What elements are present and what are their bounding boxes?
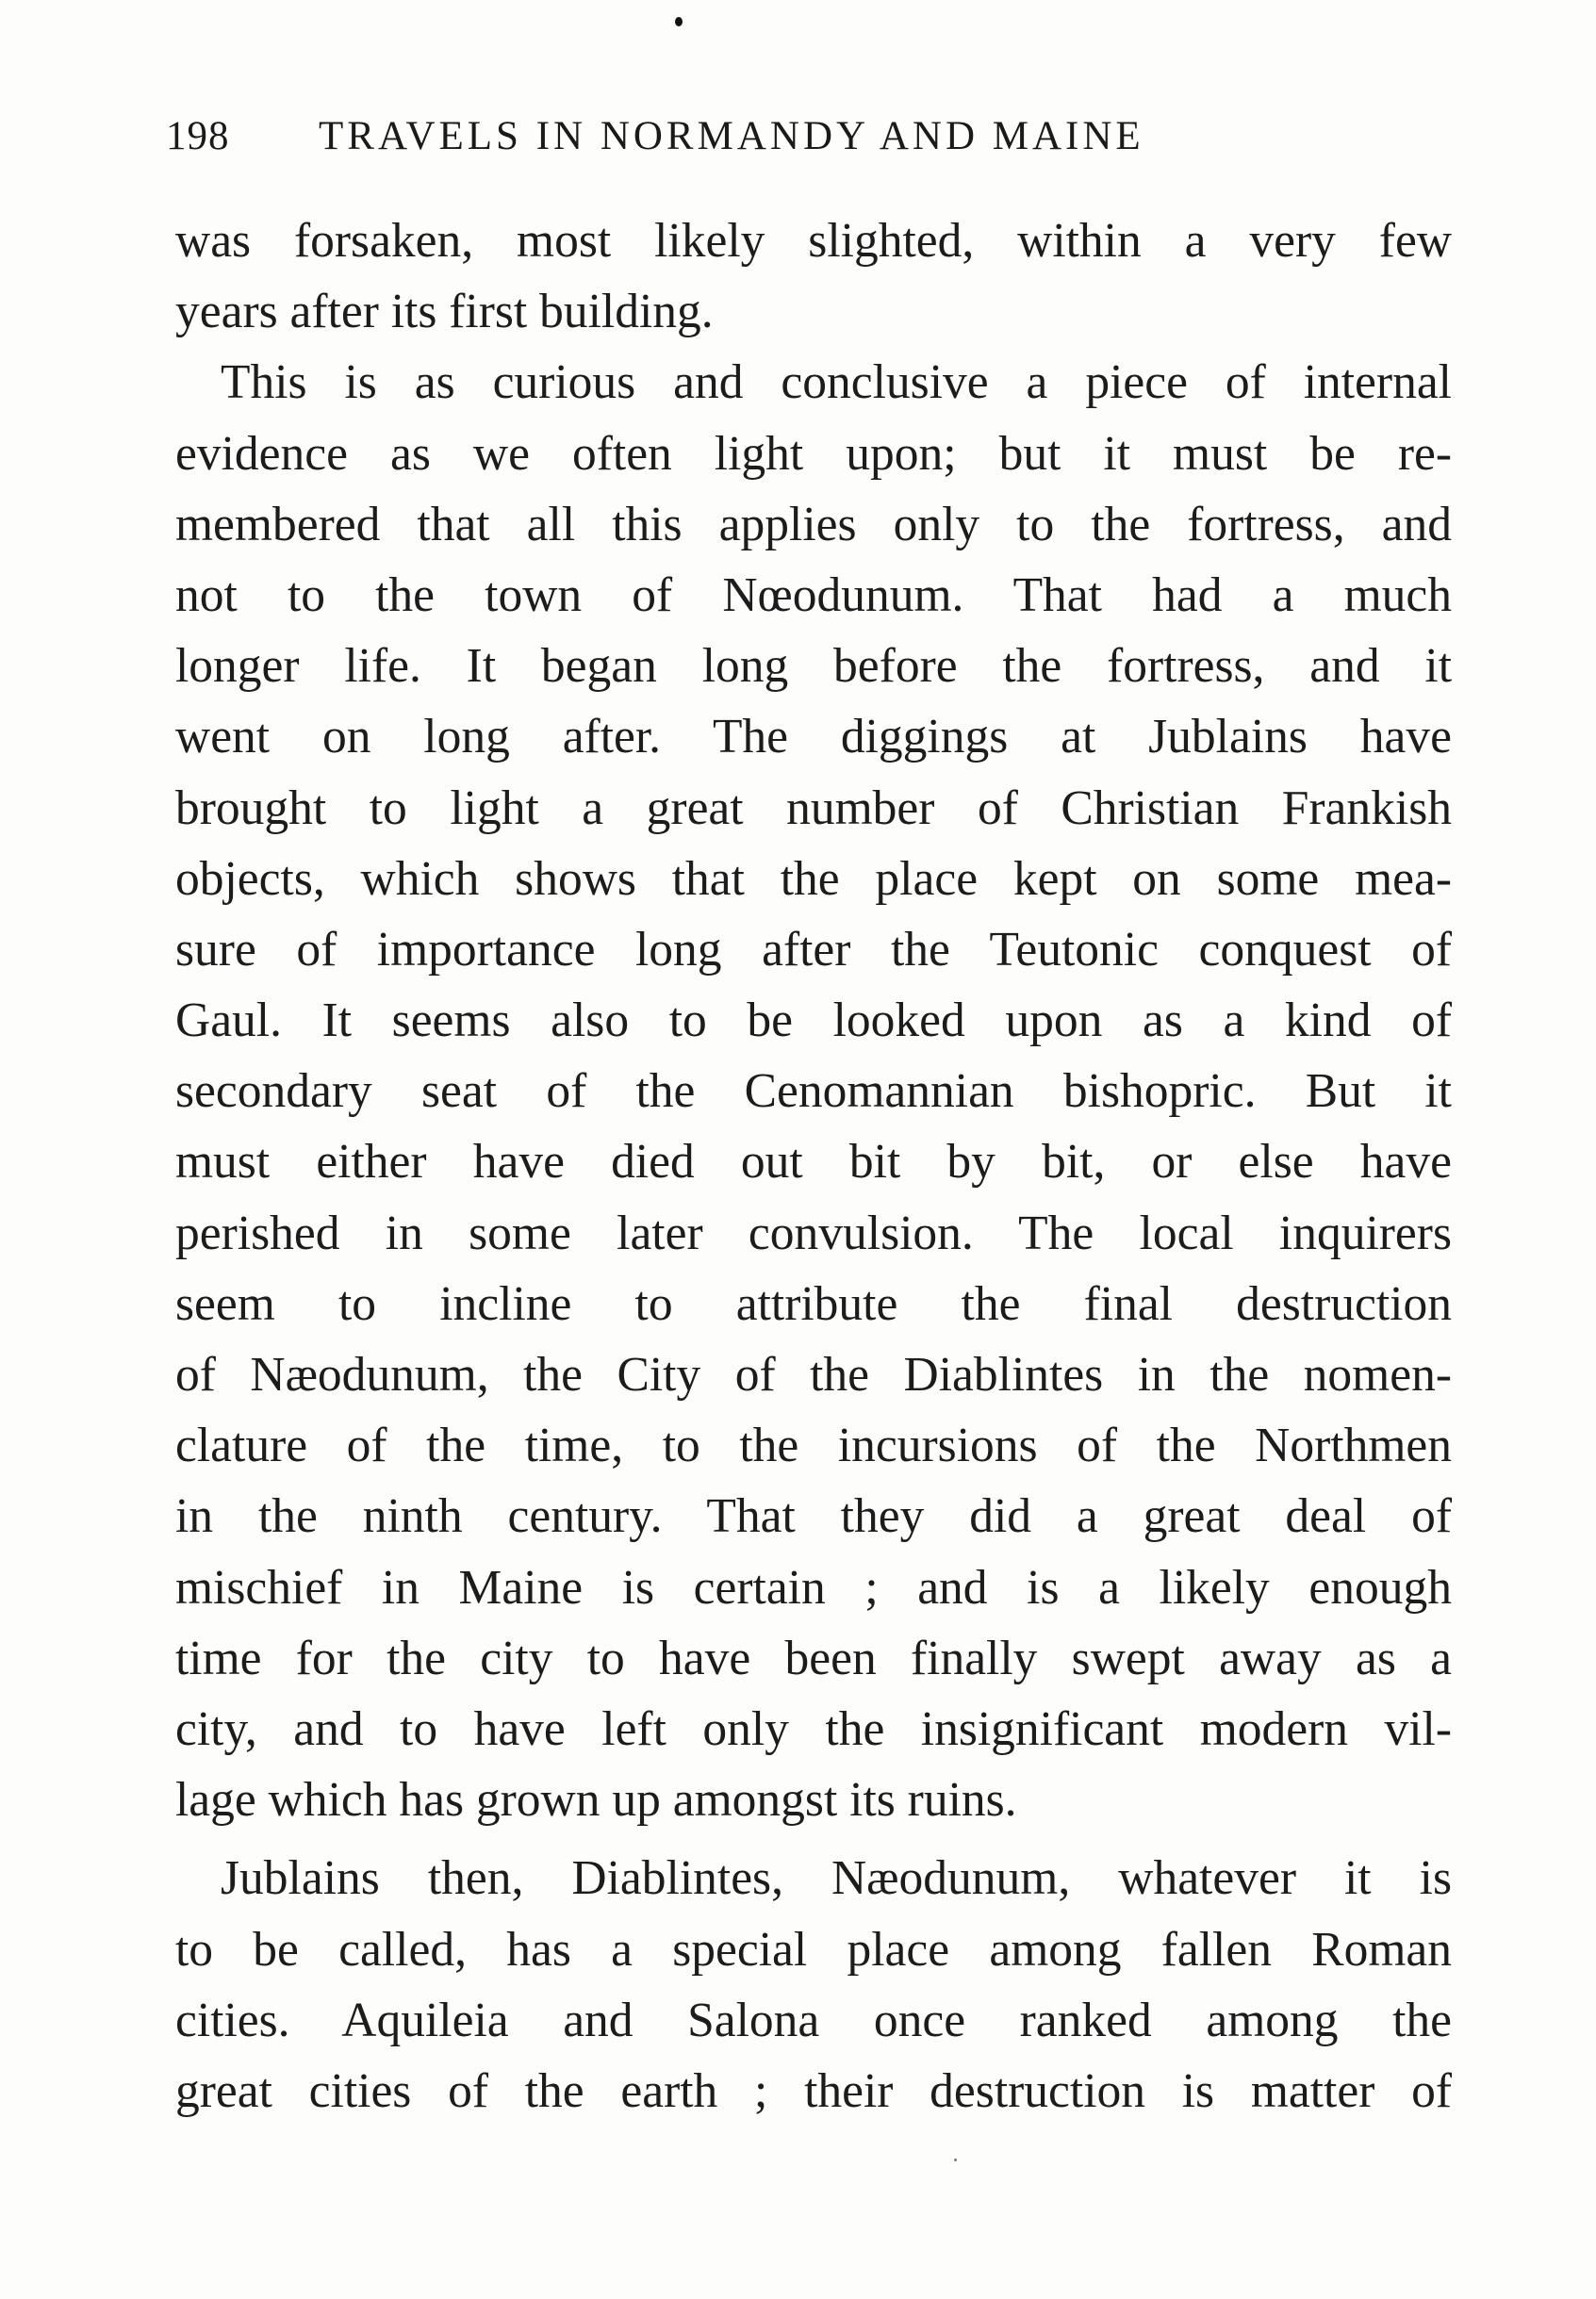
text-line: cities. Aquileia and Salona once ranked among the — [175, 1993, 1452, 2047]
text-line: city, and to have left only the insignificant modern vil- — [175, 1701, 1452, 1756]
text-line: time for the city to have been finally swept away as a — [175, 1631, 1452, 1685]
text-body — [175, 205, 1452, 2127]
text-line: longer life. It began long before the fortress, and it — [175, 639, 1452, 694]
ink-speck — [675, 17, 683, 26]
text-line: in the ninth century. That they did a great deal of — [175, 1489, 1452, 1544]
page-number: 198 — [166, 114, 230, 158]
text-line: to be called, has a special place among fallen Roman — [175, 1922, 1452, 1977]
text-line: clature of the time, to the incursions of the Northmen — [175, 1419, 1452, 1473]
text-line: Jublains then, Diablintes, Næodunum, whatever it is — [221, 1851, 1452, 1906]
text-line: Gaul. It seems also to be looked upon as a kind of — [175, 993, 1452, 1048]
text-line: great cities of the earth ; their destruction is matter of — [175, 2063, 1452, 2118]
text-line: seem to incline to attribute the final destruction — [175, 1276, 1452, 1331]
text-line: mischief in Maine is certain ; and is a likely enough — [175, 1560, 1452, 1615]
running-head — [166, 113, 1448, 170]
text-line: of Næodunum, the City of the Diablintes in the nomen- — [175, 1348, 1452, 1402]
text-line: must either have died out bit by bit, or else have — [175, 1135, 1452, 1190]
paragraph-gap — [175, 1835, 1452, 1843]
text-line: secondary seat of the Cenomannian bishopric. But it — [175, 1064, 1452, 1119]
ink-speck — [954, 2159, 957, 2161]
text-line: years after its first building. — [175, 285, 714, 339]
text-line: was forsaken, most likely slighted, within a very few — [175, 214, 1452, 268]
text-line: lage which has grown up amongst its ruins. — [175, 1773, 1017, 1828]
text-line: This is as curious and conclusive a piece of internal — [221, 355, 1452, 410]
text-line: sure of importance long after the Teutonic conquest of — [175, 922, 1452, 977]
text-line: membered that all this applies only to the fortress, and — [175, 497, 1452, 551]
text-line: perished in some later convulsion. The local inquirers — [175, 1206, 1452, 1260]
text-line: objects, which shows that the place kept on some mea- — [175, 851, 1452, 906]
running-title: TRAVELS IN NORMANDY AND MAINE — [319, 114, 1144, 158]
text-line: evidence as we often light upon; but it must be re- — [175, 426, 1452, 481]
text-line: brought to light a great number of Christian Frankish — [175, 780, 1452, 835]
text-line: went on long after. The diggings at Jublains have — [175, 710, 1452, 764]
text-line: not to the town of Nœodunum. That had a much — [175, 567, 1452, 622]
